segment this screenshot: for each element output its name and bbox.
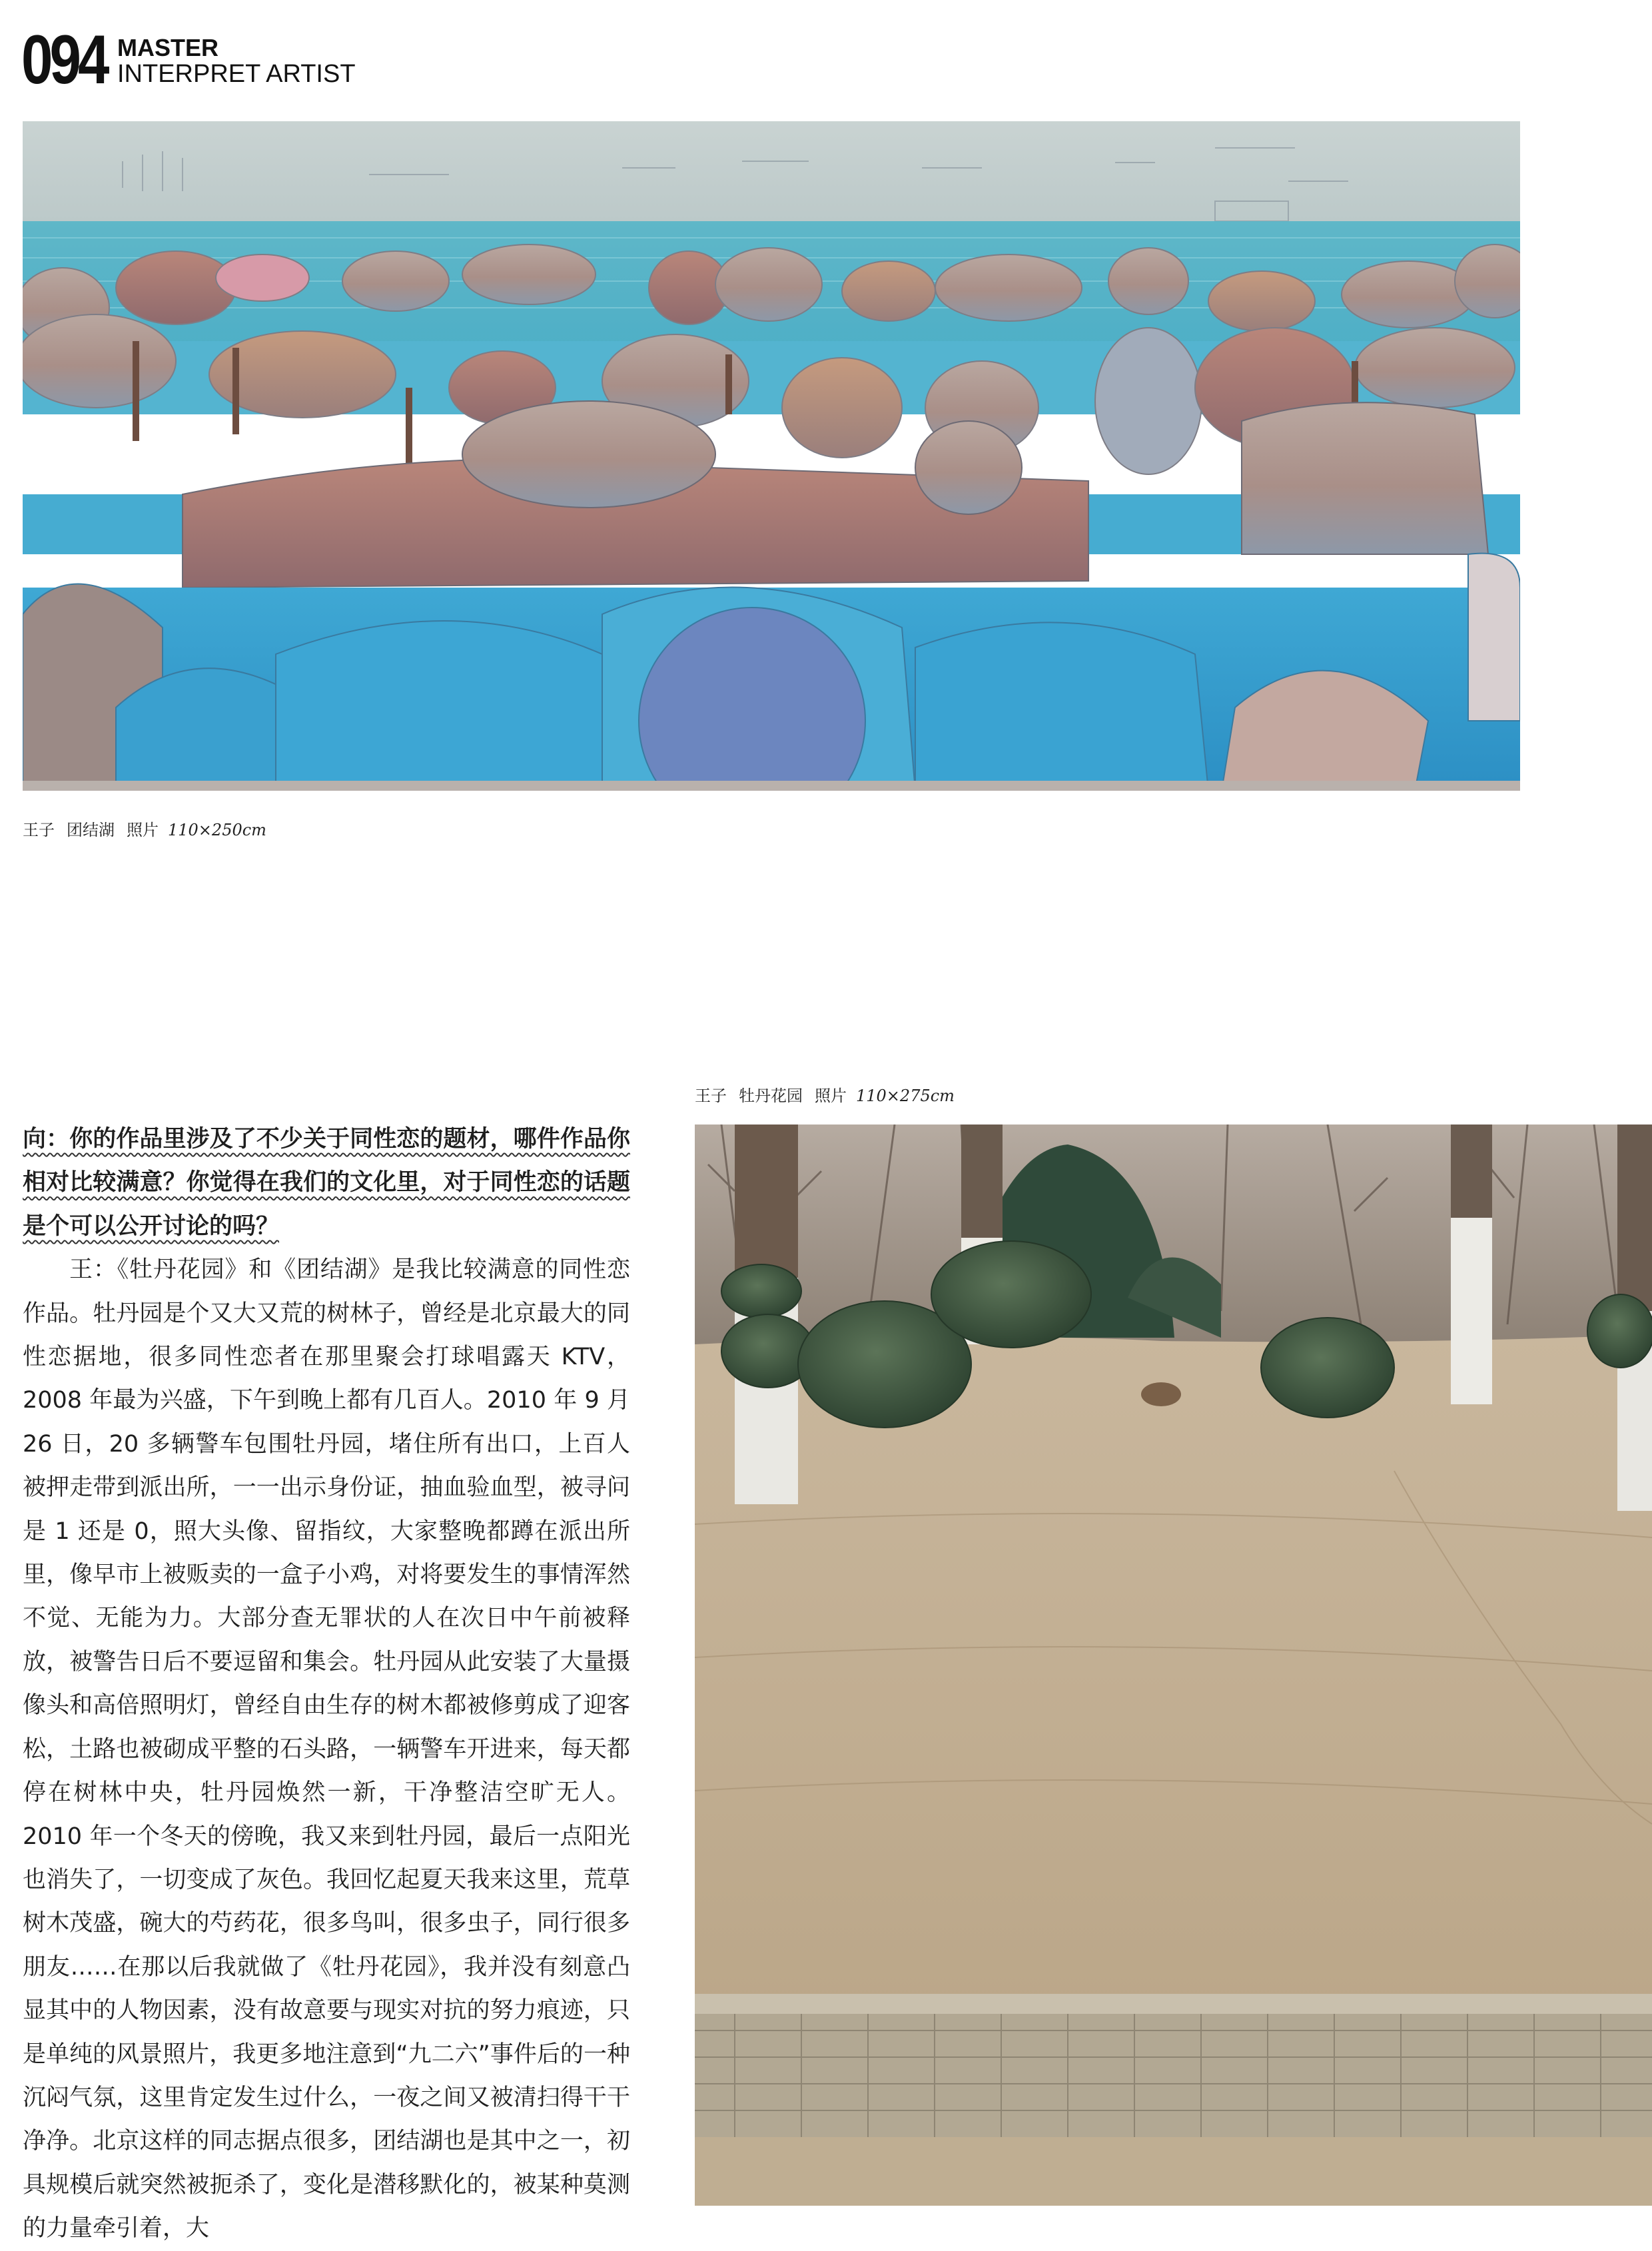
caption-mudan-garden-title: 牡丹花园	[739, 1087, 803, 1105]
interview-answer: 王：《牡丹花园》和《团结湖》是我比较满意的同性恋作品。牡丹园是个又大又荒的树林子，曾经是北京最大的同性恋据地，很多同性恋者在那里聚会打球唱露天 KTV，2008 年最为兴盛，下午到晚上都有几百人。2010 年 9 月 26 日，20 多辆警车包围牡丹园，堵住所有出口，上百人被押走带到派出所，一一出示身份证，抽血验血型，被寻问是 1 还是 0，照大头像、留指纹，大家整晚都蹲在派出所里，像早市上被贩卖的一盒子小鸡，对将要发生的事情浑然不觉、无能为力。大部分查无罪状的人在次日中午前被释放，被警告日后不要逗留和集会。牡丹园从此安装了大量摄像头和高倍照明灯，曾经自由生存的树木都被修剪成了迎客松，土路也被砌成平整的石头路，一辆警车开进来，每天都停在树林中央，牡丹园焕然一新，干净整洁空旷无人。2010 年一个冬天的傍晚，我又来到牡丹园，最后一点阳光也消失了，一切变成了灰色。我回忆起夏天我来这里，荒草树木茂盛，碗大的芍药花，很多鸟叫，很多虫子，同行很多朋友……在那以后我就做了《牡丹花园》，我并没有刻意凸显其中的人物因素，没有故意要与现实对抗的努力痕迹，只是单纯的风景照片，我更多地注意到“九二六”事件后的一种沉闷气氛，这里肯定发生过什么，一夜之间又被清扫得干干净净。北京这样的同志据点很多，团结湖也是其中之一，初具规模后就突然被扼杀了，变化是潜移默化的，被某种莫测的力量牵引着，大	[23, 1256, 630, 2242]
photo-tuanjiehu-image	[23, 121, 1520, 791]
section-label-interpret-artist: INTERPRET ARTIST	[117, 60, 356, 88]
caption-tuanjiehu-title: 团结湖	[67, 821, 115, 839]
caption-mudan-garden-artist: 王子	[695, 1087, 727, 1105]
interview-question: 向：你的作品里涉及了不少关于同性恋的题材，哪件作品你相对比较满意？你觉得在我们的文化里，对于同性恋的话题是个可以公开讨论的吗？	[23, 1126, 630, 1240]
caption-tuanjiehu	[23, 817, 266, 840]
caption-tuanjiehu-size: 110×250cm	[168, 821, 266, 839]
photo-tuanjiehu	[23, 121, 1520, 791]
caption-mudan-garden-medium: 照片	[815, 1087, 847, 1105]
photo-mudan-garden-image	[695, 1125, 1652, 2206]
article-body	[23, 1118, 630, 2251]
caption-mudan-garden-size: 110×275cm	[856, 1087, 955, 1105]
photo-mudan-garden	[695, 1125, 1652, 2206]
section-label-master: MASTER	[117, 34, 218, 61]
caption-tuanjiehu-medium: 照片	[127, 821, 159, 839]
page-number: 094	[21, 21, 107, 99]
caption-mudan-garden	[695, 1083, 955, 1106]
caption-tuanjiehu-artist: 王子	[23, 821, 55, 839]
section-label	[117, 36, 356, 87]
